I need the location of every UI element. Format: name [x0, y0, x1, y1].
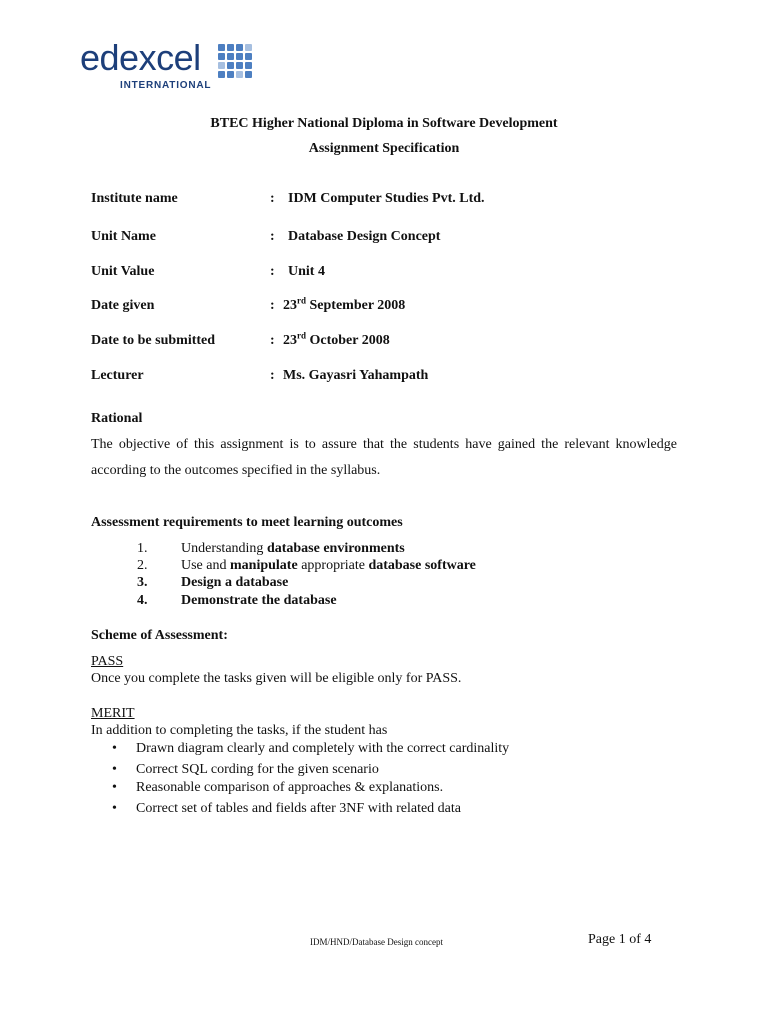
- document-subtitle: Assignment Specification: [308, 141, 460, 156]
- scheme-heading: Scheme of Assessment:: [91, 628, 228, 643]
- rational-heading: Rational: [91, 411, 143, 426]
- merit-label: MERIT: [91, 706, 135, 721]
- assessment-heading: Assessment requirements to meet learning outcomes: [91, 515, 403, 530]
- list-number: 3.: [137, 575, 148, 590]
- field-value-institute: IDM Computer Studies Pvt. Ltd.: [288, 191, 485, 206]
- list-item: Understanding database environments: [181, 541, 405, 556]
- list-number: 4.: [137, 593, 148, 608]
- field-value-date-submitted: 23rd October 2008: [283, 330, 390, 348]
- logo-subtitle: INTERNATIONAL: [120, 80, 212, 91]
- page-number: Page 1 of 4: [588, 932, 652, 947]
- list-item: Reasonable comparison of approaches & explanations.: [136, 780, 444, 795]
- list-item: Demonstrate the database: [181, 593, 337, 608]
- field-label-unit-value: Unit Value: [91, 264, 155, 279]
- field-colon: :: [270, 368, 275, 383]
- field-value-unit-value: Unit 4: [288, 264, 325, 279]
- list-number: 2.: [137, 558, 148, 573]
- pass-label: PASS: [91, 654, 124, 669]
- footer-reference: IDM/HND/Database Design concept: [310, 937, 443, 947]
- list-number: 1.: [137, 541, 148, 556]
- rational-body: The objective of this assignment is to assure that the students have gained the relevant knowledge according to the outcomes specified in the syllabus.: [91, 437, 677, 478]
- field-label-date-submitted: Date to be submitted: [91, 333, 216, 348]
- bullet-icon: •: [112, 741, 117, 756]
- field-value-date-given: 23rd September 2008: [283, 295, 406, 313]
- field-label-institute: Institute name: [91, 191, 178, 206]
- field-label-unit-name: Unit Name: [91, 229, 156, 244]
- logo-wordmark: edexcel: [80, 37, 201, 78]
- field-label-date-given: Date given: [91, 298, 155, 313]
- field-label-lecturer: Lecturer: [91, 368, 144, 383]
- field-value-lecturer: Ms. Gayasri Yahampath: [283, 368, 429, 383]
- field-colon: :: [270, 264, 275, 279]
- edexcel-logo: [80, 37, 280, 92]
- list-item: Correct SQL cording for the given scenario: [136, 762, 379, 777]
- list-item: Correct set of tables and fields after 3NF with related data: [136, 801, 461, 816]
- field-colon: :: [270, 333, 275, 348]
- field-colon: :: [270, 298, 275, 313]
- field-colon: :: [270, 191, 275, 206]
- bullet-icon: •: [112, 780, 117, 795]
- field-value-unit-name: Database Design Concept: [288, 229, 441, 244]
- pass-text: Once you complete the tasks given will be eligible only for PASS.: [91, 671, 462, 686]
- merit-intro: In addition to completing the tasks, if the student has: [91, 723, 388, 738]
- bullet-icon: •: [112, 801, 117, 816]
- logo-grid-icon: [218, 44, 254, 80]
- document-title: BTEC Higher National Diploma in Software Development: [210, 116, 558, 131]
- field-colon: :: [270, 229, 275, 244]
- list-item: Design a database: [181, 575, 289, 590]
- list-item: Drawn diagram clearly and completely with the correct cardinality: [136, 741, 510, 756]
- bullet-icon: •: [112, 762, 117, 777]
- list-item: Use and manipulate appropriate database software: [181, 558, 476, 573]
